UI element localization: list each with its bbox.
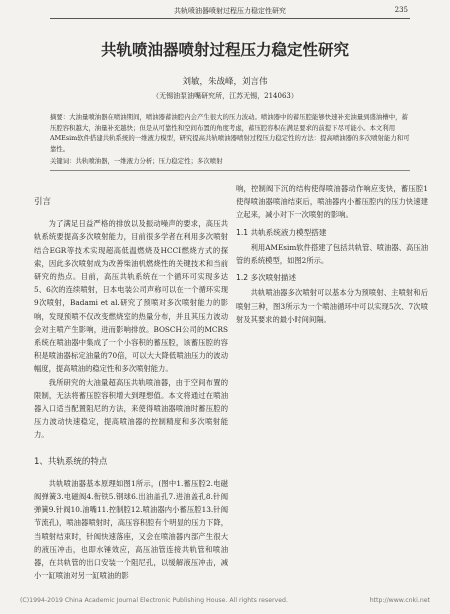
- section1-heading: 1、共轨系统的特点: [34, 456, 108, 467]
- right-column: [236, 182, 428, 326]
- footer: [20, 597, 430, 604]
- page-number: 235: [394, 6, 408, 14]
- running-header: [50, 4, 410, 19]
- section1-continued: 响，控制阀下沉的结构使得喷油器动作响应变快，蓄压腔1使得喷油器喷油结束后，喷油器内小蓄压腔内的压力快速建立起来，减小对下一次喷射的影响。: [236, 184, 428, 220]
- subsection-1-2-heading: 1.2 多次喷射描述: [236, 273, 297, 283]
- divider: [50, 170, 410, 171]
- paper-title: 共轨喷油器喷射过程压力稳定性研究: [100, 41, 349, 59]
- subsection-1-1-heading: 1.1 共轨系统液力模型搭建: [236, 227, 327, 237]
- subsection-1-1-paragraph: 利用AMEsim软件搭建了包括共轨管、喷油器、高压油管的系统模型，如图2所示。: [236, 242, 428, 266]
- intro-paragraph-2: 我所研究的大油量超高压共轨喷油器，由于空间布置的限制，无法将蓄压腔容积增大到理想值。本文将通过在喷油器入口适当配置阻尼的方法，来使得喷油器喷油时蓄压腔的压力波动快速稳定，提高喷油器的控制精度和多次喷射能力。: [34, 377, 228, 440]
- intro-heading: 引言: [34, 197, 52, 207]
- subsection-1-2-paragraph: 共轨喷油器多次喷射可以基本分为预喷射、主喷射和后喷射三种，图3所示为一个喷油循环中可以实现5次、7次喷射及其要求的最小时间间隔。: [236, 288, 428, 324]
- abstract: 摘要：大油量喷油器在喷油期间，喷油器蓄油腔内会产生很大的压力波动。喷油器中的蓄压腔能够快速补充油量到盛油槽中，蓄压腔容积越大，油量补充越快；但是从可靠性和空间布置的角度考虑，蓄压腔容积在满足要求的前提下尽可能小。本文利用AMEsim软件搭建共轨系统的一维液力模型，研究提高共轨喷油器喷射过程压力稳定性的方法：提高喷油器的多次喷射能力和可靠性。: [50, 113, 410, 153]
- keywords: 关键词：共轨喷油器，一维液力分析；压力稳定性；多次喷射: [50, 157, 223, 165]
- footer-url: http://www.cnki.net: [369, 597, 430, 604]
- left-column: [34, 182, 228, 582]
- intro-paragraph-1: 为了满足日益严格的排放以及振动噪声的要求，高压共轨系统要提高多次喷射能力，目前很多学者在利用多次喷射结合EGR等技术实现超高低温燃烧及HCCI燃烧方式的探索，因此多次喷射成为改善柴油机燃烧性的关键技术和当前研究的热点。目前，高压共轨系统在一个循环可实现多达5、6次的连续喷射，日本电装公司声称可以在一个循环实现9次喷射，Badami et al.研究了预喷对多次喷射能力的影响，发现预喷不仅改变燃烧室的热量分布，并且其压力波动会对主喷产生影响，进而影响排放。BOSCH公司的MCRS系统在喷油器中集成了一个小容积的蓄压腔，该蓄压腔的容积是喷油器标定油量的70倍，可以大大降低喷油压力的波动幅度，提高喷油的稳定性和多次喷射能力。: [34, 219, 228, 374]
- section1-paragraph-1: 共轨喷油器基本原理如图1所示，(图中1.蓄压腔2.电磁阀弹簧3.电磁阀4.衔铁5.钢球6.出油盖孔7.进油盖孔8.针阀弹簧9.针阀10.油嘴11.控制腔12.喷油器内小蓄压腔13.针阀节流孔)，喷油器喷射时，高压容积腔有个明显的压力下降，当喷射结束时，针阀快速落座，又会在喷油器内部产生很大的液压冲击，也即水锤效应，高压油管连接共轨管和喷油器，在共轨管的出口安装一个阻尼孔，以缓解液压冲击，减小一缸喷油对另一缸喷油的影: [34, 478, 228, 581]
- copyright-text: (C)1994-2019 China Academic Journal Electronic Publishing House. All rights reserved.: [20, 597, 288, 604]
- affiliation: （无锡油泵油嘴研究所，江苏无锡，214063）: [152, 92, 298, 100]
- authors: 刘敏，朱战峰，刘言伟: [182, 77, 268, 87]
- running-title: 共轨喷油器喷射过程压力稳定性研究: [174, 7, 286, 15]
